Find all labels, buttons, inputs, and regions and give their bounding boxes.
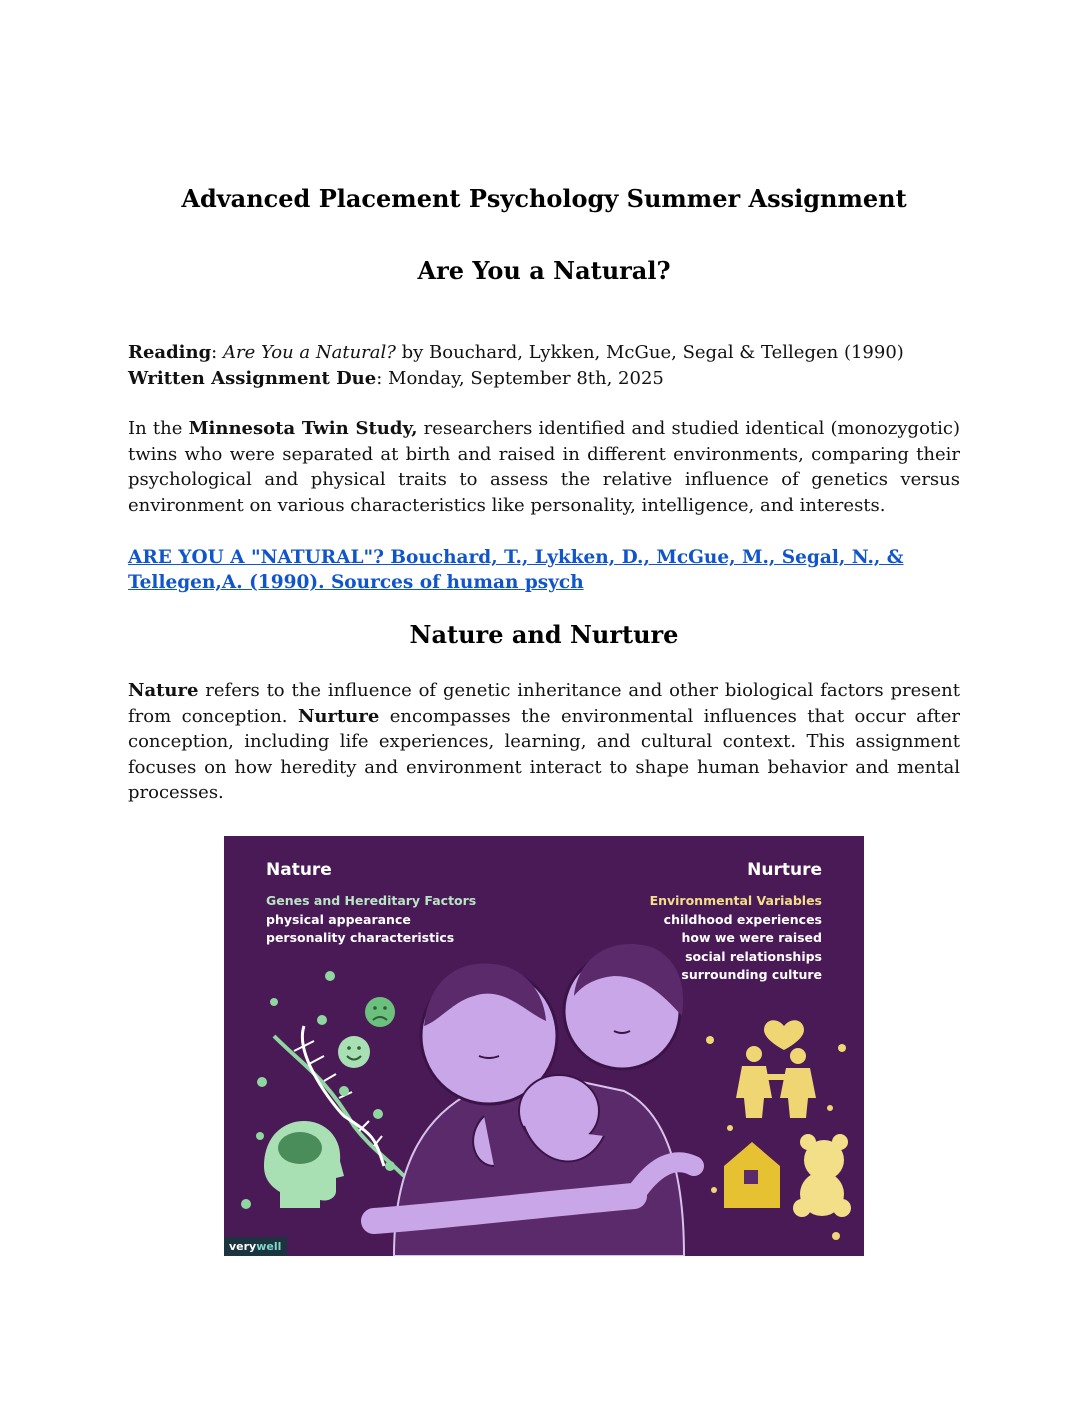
nature-item: personality characteristics bbox=[266, 930, 455, 945]
reading-separator: : bbox=[211, 342, 223, 363]
nature-item: physical appearance bbox=[266, 911, 411, 927]
reading-authors: by Bouchard, Lykken, McGue, Segal & Tellegen (1990) bbox=[395, 342, 904, 363]
twin-study-name: Minnesota Twin Study, bbox=[188, 418, 418, 439]
family-icon bbox=[736, 1046, 816, 1118]
verywell-logo bbox=[224, 1237, 287, 1256]
logo-text-well: well bbox=[256, 1240, 282, 1253]
happy-face-icon bbox=[338, 1036, 370, 1068]
house-icon bbox=[724, 1142, 780, 1208]
nature-heading: Nature bbox=[266, 860, 332, 880]
nurture-item: social relationships bbox=[685, 948, 822, 964]
section-heading: Nature and Nurture bbox=[409, 620, 679, 649]
nature-subhead: Genes and Hereditary Factors bbox=[266, 893, 477, 908]
head-brain-icon bbox=[264, 1121, 344, 1208]
reading-line bbox=[128, 340, 960, 366]
nature-nurture-paragraph bbox=[128, 678, 960, 806]
twin-study-text-b: researchers identified and studied identical (monozygotic) twins who were separated at birth and raised in different environments, comparing their psychological and physical traits to assess the relative influence of genetics versus environment on various characteristics like personality, intelligence, and interests. bbox=[128, 418, 960, 516]
nature-nurture-illustration bbox=[224, 836, 864, 1256]
twin-study-paragraph bbox=[128, 416, 960, 518]
nurture-item: childhood experiences bbox=[663, 911, 822, 927]
reading-label: Reading bbox=[128, 342, 212, 363]
reading-link-line-1: ARE YOU A "NATURAL"? Bouchard, T., Lykken, D., McGue, M., Segal, N., & bbox=[128, 547, 904, 568]
due-line bbox=[128, 366, 960, 392]
family-figure bbox=[374, 944, 694, 1256]
reading-link[interactable] bbox=[128, 545, 928, 595]
heart-icon bbox=[764, 1020, 804, 1050]
nature-list bbox=[266, 892, 476, 948]
due-separator: : bbox=[376, 368, 389, 389]
twin-study-text-a: In the bbox=[128, 418, 189, 439]
reading-work: Are You a Natural? bbox=[222, 342, 396, 363]
due-date: Monday, September 8th, 2025 bbox=[388, 368, 664, 389]
nurture-definition: encompasses the environmental influences that occur after conception, including life experiences, learning, and cultural context. This assignment focuses on how heredity and environment interact to shape human behavior and mental processes. bbox=[128, 705, 961, 804]
reading-link-line-2: Tellegen,A. (1990). Sources of human psych bbox=[128, 572, 584, 593]
nature-definition: refers to the influence of genetic inheritance and other biological factors present from conception. bbox=[128, 680, 960, 727]
nurture-list bbox=[650, 892, 822, 985]
logo-text-very: very bbox=[229, 1240, 257, 1253]
nature-term: Nature bbox=[128, 680, 199, 701]
nurture-term: Nurture bbox=[297, 705, 380, 727]
nurture-heading: Nurture bbox=[747, 860, 822, 880]
sad-face-icon bbox=[365, 997, 395, 1027]
nurture-item: how we were raised bbox=[681, 930, 822, 945]
due-label: Written Assignment Due bbox=[128, 368, 377, 389]
document-title: Advanced Placement Psychology Summer Assignment bbox=[181, 184, 907, 213]
document-subtitle: Are You a Natural? bbox=[417, 256, 671, 285]
teddy-bear-icon bbox=[793, 1134, 851, 1217]
nurture-subhead: Environmental Variables bbox=[649, 893, 822, 908]
nurture-item: surrounding culture bbox=[681, 967, 822, 982]
